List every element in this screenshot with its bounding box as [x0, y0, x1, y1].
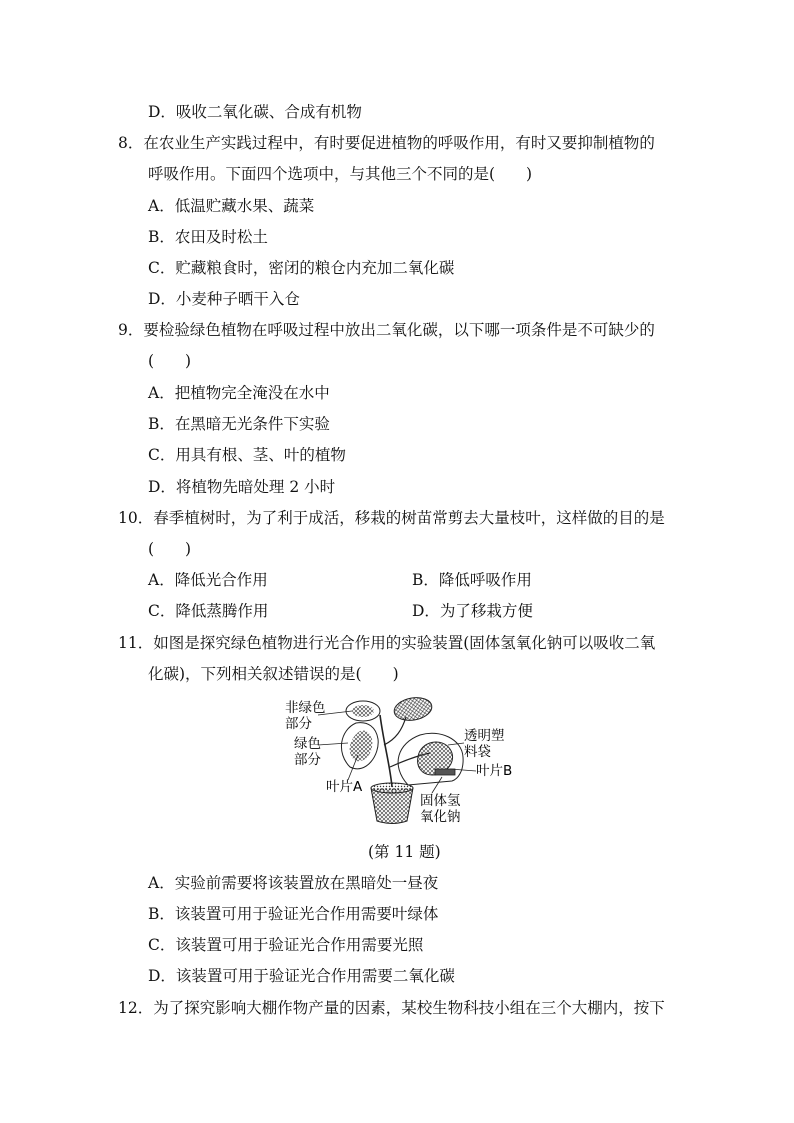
q10-stem-line2: ( ) [148, 540, 192, 558]
label-non-green-2: 部分 [285, 716, 312, 732]
flower-pot [371, 783, 413, 824]
figure-caption: (第 11 题) [368, 843, 441, 861]
q10-stem-line1: 10．春季植树时，为了利于成活，移栽的树苗常剪去大量枝叶，这样做的目的是 [118, 509, 665, 527]
naoh-dish [435, 769, 455, 775]
q9-option-d: D．将植物先暗处理 2 小时 [148, 478, 336, 496]
branch-right [384, 717, 406, 745]
q9-stem-line1: 9．要检验绿色植物在呼吸过程中放出二氧化碳，以下哪一项条件是不可缺少的 [118, 321, 655, 339]
label-bag-2: 料袋 [464, 744, 491, 760]
q10-option-d: D．为了移栽方便 [412, 602, 533, 620]
label-green-2: 部分 [294, 752, 321, 768]
label-non-green-1: 非绿色 [285, 700, 326, 716]
label-green-1: 绿色 [294, 736, 321, 752]
q8-stem-line2: 呼吸作用。下面四个选项中，与其他三个不同的是( ) [148, 165, 533, 183]
leaf-a [341, 723, 378, 769]
label-leaf-a: 叶片A [326, 779, 363, 795]
label-naoh-1: 固体氢 [420, 793, 461, 809]
q11-option-c: C．该装置可用于验证光合作用需要光照 [148, 936, 424, 954]
q11-stem-line1: 11．如图是探究绿色植物进行光合作用的实验装置(固体氢氧化钠可以吸收二氧 [118, 634, 656, 652]
q8-stem-line1: 8．在农业生产实践过程中，有时要促进植物的呼吸作用，有时又要抑制植物的 [118, 134, 655, 152]
q9-option-c: C．用具有根、茎、叶的植物 [148, 446, 346, 464]
q12-stem-line1: 12．为了探究影响大棚作物产量的因素，某校生物科技小组在三个大棚内，按下 [118, 999, 665, 1017]
label-leaf-b: 叶片B [476, 763, 513, 779]
q9-option-a: A．把植物完全淹没在水中 [148, 384, 330, 402]
leaf-top-right [392, 695, 433, 723]
label-naoh-2: 氧化钠 [420, 809, 461, 825]
experiment-figure [280, 695, 520, 830]
label-bag-1: 透明塑 [464, 728, 505, 744]
q8-option-b: B．农田及时松土 [148, 228, 268, 246]
q9-stem-line2: ( ) [148, 352, 192, 370]
q11-option-b: B．该装置可用于验证光合作用需要叶绿体 [148, 905, 439, 923]
q9-option-b: B．在黑暗无光条件下实验 [148, 415, 330, 433]
q8-option-d: D．小麦种子晒干入仓 [148, 290, 300, 308]
q11-stem-line2: 化碳)，下列相关叙述错误的是( ) [148, 665, 399, 683]
plant-stem [380, 715, 392, 787]
q8-option-c: C．贮藏粮食时，密闭的粮仓内充加二氧化碳 [148, 259, 455, 277]
q7-option-d: D．吸收二氧化碳、合成有机物 [148, 103, 362, 121]
q10-option-c: C．降低蒸腾作用 [148, 602, 269, 620]
q11-option-d: D．该装置可用于验证光合作用需要二氧化碳 [148, 967, 455, 985]
q10-option-a: A．降低光合作用 [148, 571, 268, 589]
q10-option-b: B．降低呼吸作用 [412, 571, 532, 589]
q8-option-a: A．低温贮藏水果、蔬菜 [148, 197, 315, 215]
q11-option-a: A．实验前需要将该装置放在黑暗处一昼夜 [148, 874, 439, 892]
